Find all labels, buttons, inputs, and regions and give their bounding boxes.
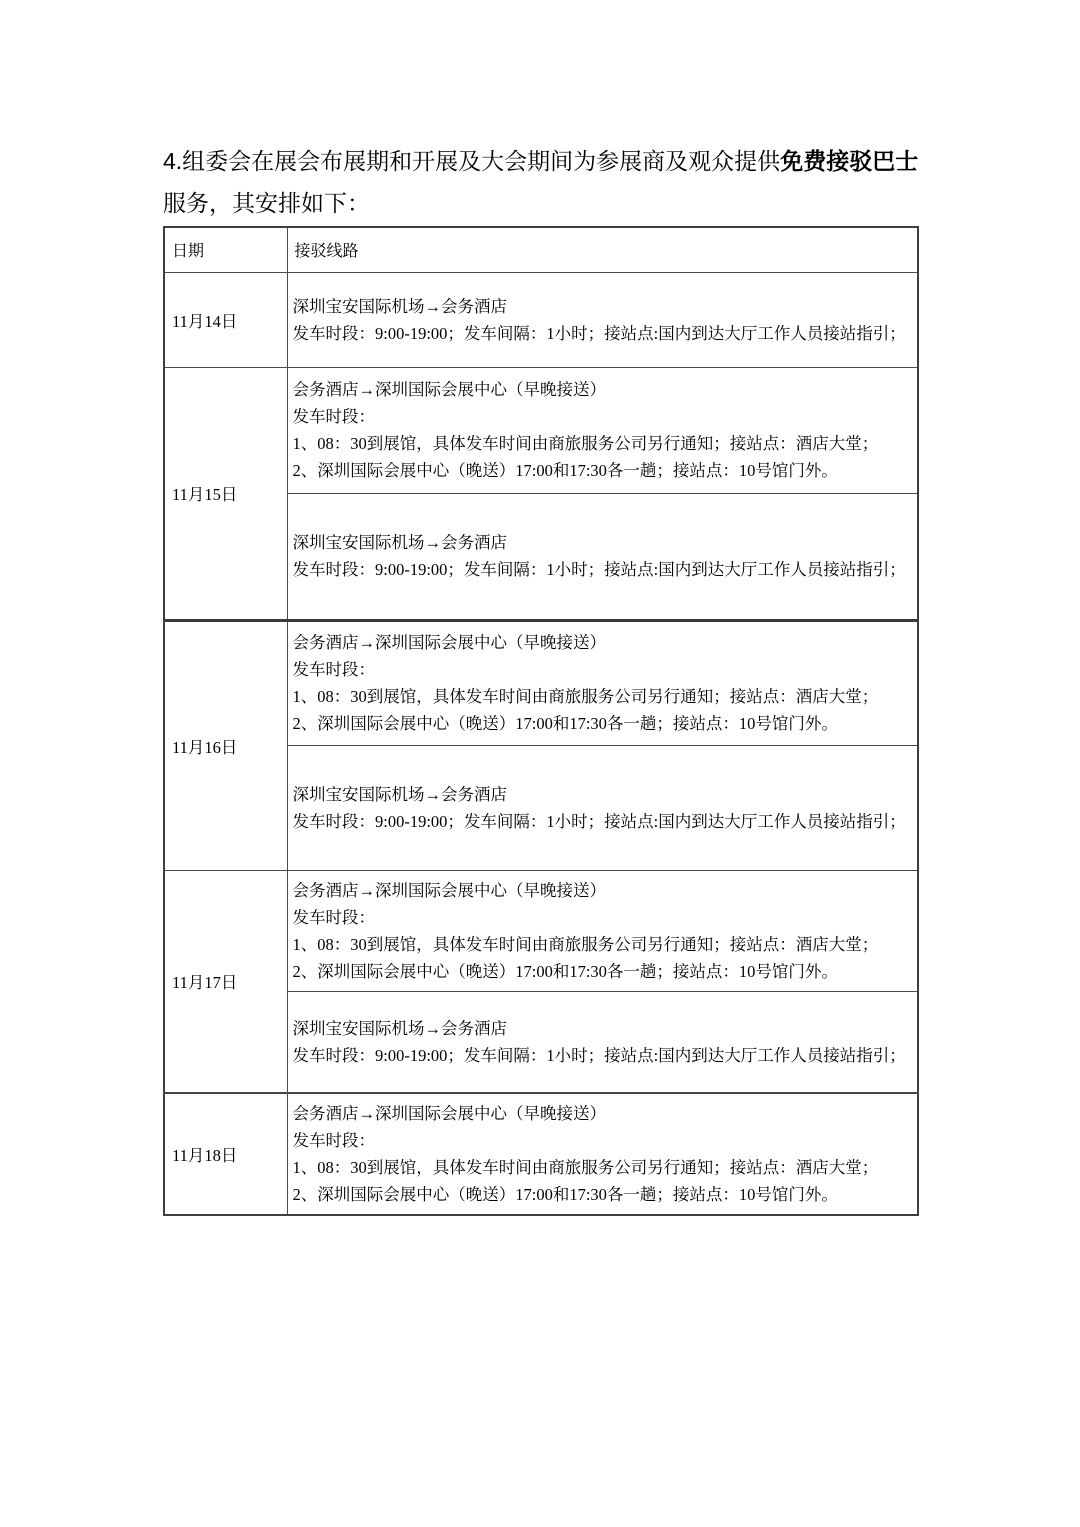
route-line: 1、08：30到展馆，具体发车时间由商旅服务公司另行通知；接站点：酒店大堂； — [292, 687, 879, 706]
route-line: 深圳宝安国际机场→会务酒店 — [292, 784, 507, 804]
route-cell — [287, 991, 918, 1093]
intro-text-suffix: 服务，其安排如下： — [163, 190, 370, 216]
route-line: 1、08：30到展馆，具体发车时间由商旅服务公司另行通知；接站点：酒店大堂； — [292, 434, 879, 453]
table-row — [164, 367, 918, 493]
date-cell: 11月16日 — [164, 620, 287, 870]
route-line: 2、深圳国际会展中心（晚送）17:00和17:30各一趟；接站点：10号馆门外。 — [292, 961, 838, 981]
route-cell — [287, 620, 918, 745]
shuttle-table-body — [164, 272, 918, 1215]
route-line: 发车时段：9:00-19:00；发车间隔：1小时；接站点:国内到达大厅工作人员接站指引； — [292, 323, 906, 343]
route-column-header: 接驳线路 — [287, 227, 918, 272]
shuttle-schedule-table — [163, 226, 919, 1216]
route-line: 发车时段： — [292, 407, 375, 426]
date-column-header: 日期 — [164, 227, 287, 272]
table-row — [164, 1093, 918, 1215]
route-cell — [287, 367, 918, 493]
date-cell: 11月17日 — [164, 870, 287, 1093]
route-line: 发车时段：9:00-19:00；发车间隔：1小时；接站点:国内到达大厅工作人员接站指引； — [292, 1045, 906, 1065]
route-cell — [287, 493, 918, 620]
route-line: 1、08：30到展馆，具体发车时间由商旅服务公司另行通知；接站点：酒店大堂； — [292, 1158, 879, 1177]
route-cell — [287, 870, 918, 991]
intro-paragraph — [163, 140, 923, 224]
route-line: 会务酒店→深圳国际会展中心（早晚接送） — [292, 880, 606, 900]
route-line: 发车时段： — [292, 1131, 375, 1150]
route-line: 深圳宝安国际机场→会务酒店 — [292, 533, 507, 552]
route-cell — [287, 272, 918, 367]
table-row — [164, 272, 918, 367]
table-row — [164, 620, 918, 745]
route-cell — [287, 1093, 918, 1215]
intro-text-bold: 免费接驳巴士 — [780, 148, 919, 174]
date-cell: 11月14日 — [164, 272, 287, 367]
table-header-row — [164, 227, 918, 272]
route-line: 2、深圳国际会展中心（晚送）17:00和17:30各一趟；接站点：10号馆门外。 — [292, 714, 838, 733]
route-line: 深圳宝安国际机场→会务酒店 — [292, 296, 507, 316]
route-line: 深圳宝安国际机场→会务酒店 — [292, 1018, 507, 1038]
route-line: 2、深圳国际会展中心（晚送）17:00和17:30各一趟；接站点：10号馆门外。 — [292, 461, 838, 480]
route-line: 发车时段： — [292, 907, 375, 927]
date-cell: 11月18日 — [164, 1093, 287, 1215]
route-line: 发车时段：9:00-19:00；发车间隔：1小时；接站点:国内到达大厅工作人员接站指引； — [292, 560, 906, 579]
date-cell: 11月15日 — [164, 367, 287, 620]
intro-text-prefix: 4.组委会在展会布展期和开展及大会期间为参展商及观众提供 — [163, 148, 781, 174]
content-area — [163, 140, 923, 1216]
table-row — [164, 870, 918, 991]
route-line: 2、深圳国际会展中心（晚送）17:00和17:30各一趟；接站点：10号馆门外。 — [292, 1185, 838, 1204]
route-line: 会务酒店→深圳国际会展中心（早晚接送） — [292, 380, 606, 399]
route-line: 1、08：30到展馆，具体发车时间由商旅服务公司另行通知；接站点：酒店大堂； — [292, 934, 879, 954]
route-line: 会务酒店→深圳国际会展中心（早晚接送） — [292, 633, 606, 652]
route-cell — [287, 745, 918, 870]
route-line: 发车时段：9:00-19:00；发车间隔：1小时；接站点:国内到达大厅工作人员接站指引； — [292, 811, 906, 831]
route-line: 发车时段： — [292, 660, 375, 679]
route-line: 会务酒店→深圳国际会展中心（早晚接送） — [292, 1104, 606, 1123]
